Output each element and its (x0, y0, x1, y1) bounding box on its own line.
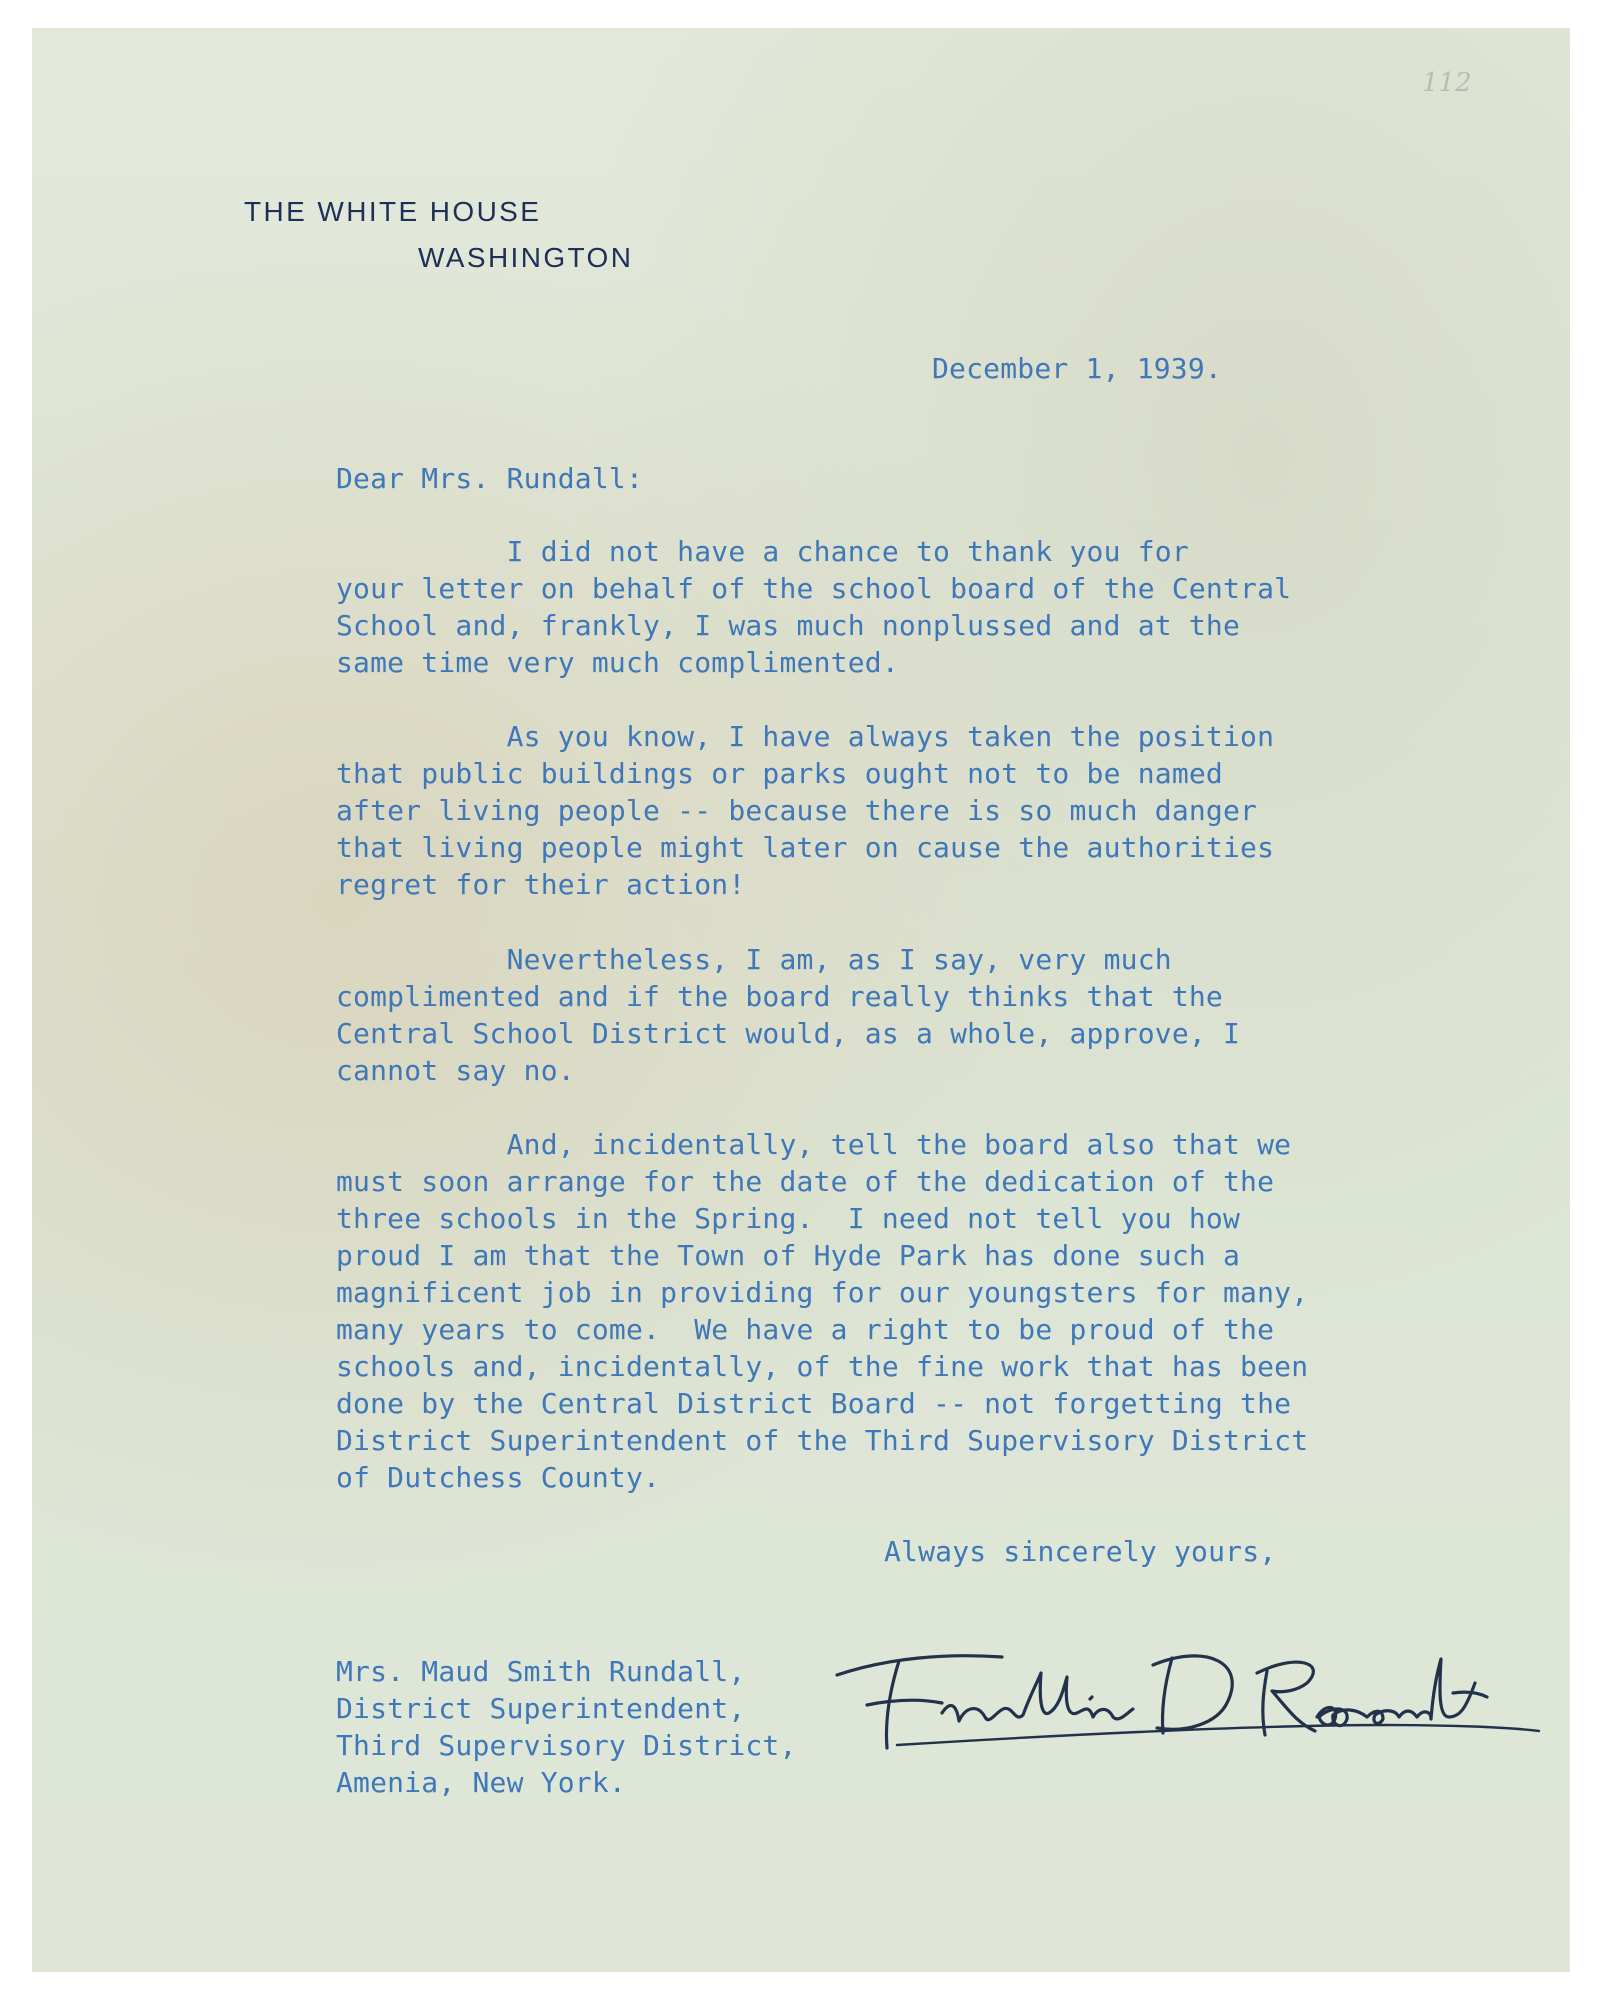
body-paragraph: Nevertheless, I am, as I say, very much complimented and if the board really thinks that the Central School District would, as a whole, approve, I cannot say no. (336, 943, 1241, 1087)
complimentary-closing: Always sincerely yours, (884, 1535, 1277, 1568)
body-paragraph: I did not have a chance to thank you for your letter on behalf of the school board of the Central School and, frankly, I was much nonplussed and at the same time very much complimented. (336, 535, 1292, 679)
salutation: Dear Mrs. Rundall: (336, 462, 644, 495)
letter-date: December 1, 1939. (932, 352, 1222, 385)
letter-sheet (32, 28, 1570, 1972)
archive-pencil-mark: 112 (1422, 68, 1472, 98)
recipient-address-block: Mrs. Maud Smith Rundall, District Superintendent, Third Supervisory District, Amenia, New York. (336, 1655, 797, 1799)
body-paragraph: As you know, I have always taken the position that public buildings or parks ought not to be named after living people -- because there is so much danger that living people might later on cause the authorities regret for their action! (336, 720, 1275, 901)
letterhead-title: THE WHITE HOUSE (244, 196, 542, 227)
handwritten-signature (827, 1613, 1547, 1763)
letterhead-city: WASHINGTON (418, 242, 634, 273)
body-paragraph: And, incidentally, tell the board also that we must soon arrange for the date of the dedication of the three schools in the Spring. I need not tell you how proud I am that the Town of Hyde Park has done such a magnificent job in providing for our youngsters for many, many years to come. We have a right to be proud of the schools and, incidentally, of the fine work that has been done by the Central District Board -- not forgetting the District Superintendent of the Third Supervisory District of Dutchess County. (336, 1128, 1309, 1494)
